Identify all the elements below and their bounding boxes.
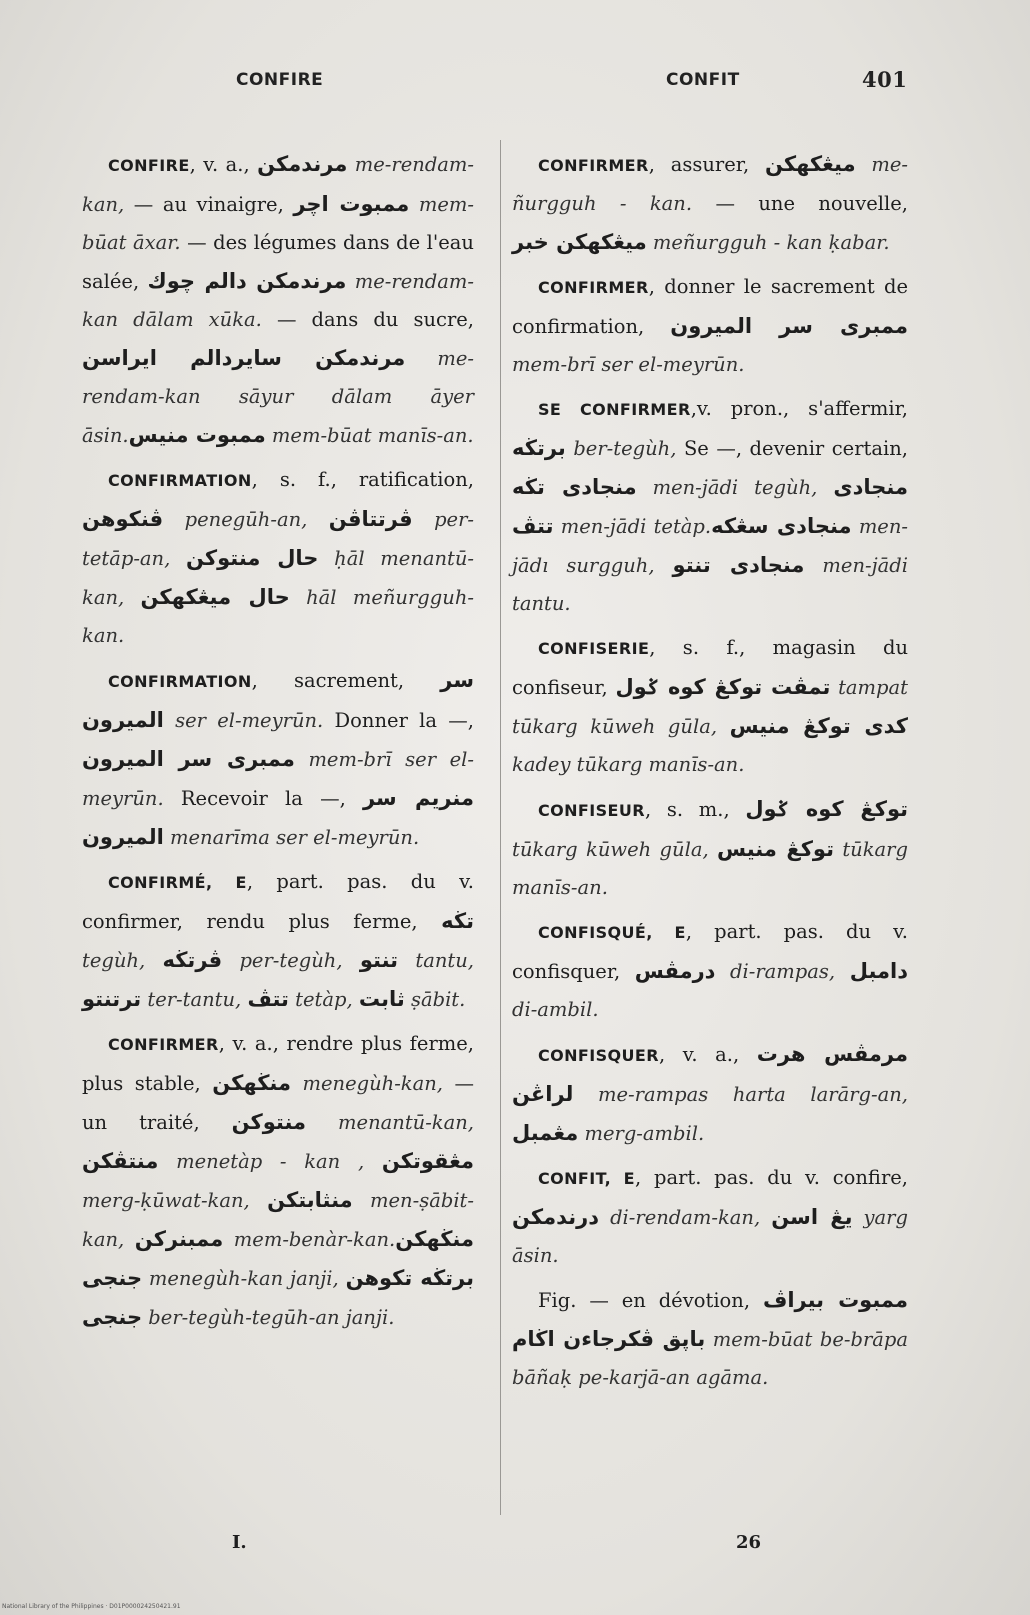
transliteration: tūkarg kūweh gūla, <box>512 838 718 861</box>
jawi-text: ممبوت بيراڤ باڽق ڤكرجاءن اڬام <box>512 1288 908 1351</box>
dictionary-entry <box>82 461 474 655</box>
jawi-text: مرندمكن دالم چوك <box>147 269 347 293</box>
jawi-text: تمڤت توكڠ كوه ݢول <box>615 675 831 699</box>
jawi-text: ميڠكهكن <box>764 152 856 176</box>
dictionary-entry <box>82 661 474 857</box>
transliteration: tegùh, <box>82 949 163 972</box>
definition-text: — des légumes dans de l'eau salée, <box>82 231 474 293</box>
transliteration: mem-būat manīs-an. <box>271 424 474 447</box>
transliteration: me-rampas harta larārg-an, <box>598 1083 909 1106</box>
running-head-left: CONFIRE <box>236 70 324 90</box>
jawi-text: توكڠ منيس <box>717 837 834 861</box>
dictionary-entry <box>512 1159 908 1275</box>
transliteration: menegùh-kan janji, <box>148 1267 346 1290</box>
transliteration: ter-tantu, <box>147 988 248 1011</box>
headword: CONFIRMATION <box>108 672 252 691</box>
transliteration: men-jādı surgguh, <box>512 515 908 577</box>
jawi-text: درندمكن <box>512 1205 599 1229</box>
transliteration: men-jādi tantu. <box>512 554 908 615</box>
dictionary-entry <box>512 913 908 1029</box>
jawi-text: مرندمكن <box>257 152 348 176</box>
definition-text: , part. pas. du v. confire, <box>635 1166 908 1189</box>
transliteration: tetàp, <box>295 988 359 1011</box>
transliteration: menegùh-kan, <box>302 1072 455 1095</box>
transliteration: mem-būat be-brāpa bāñaḳ pe-karjā-an agāma. <box>512 1328 909 1389</box>
headword: CONFISERIE <box>538 639 650 658</box>
transliteration: mem-brī ser el-meyrūn. <box>82 748 474 810</box>
transliteration: tūkarg manīs-an. <box>512 838 908 899</box>
definition-text: , sacrement, <box>251 669 441 692</box>
dictionary-entry <box>82 1025 474 1337</box>
transliteration: tampat tūkarg kūweh gūla, <box>512 676 908 738</box>
transliteration: menarīma ser el-meyrūn. <box>169 826 420 849</box>
jawi-text: حال ميڠكهكن <box>140 585 290 609</box>
definition-text: Donner la —, <box>323 709 475 732</box>
column-divider <box>500 140 501 1515</box>
jawi-text: منڬهكن جنجى <box>82 1227 474 1290</box>
jawi-text: مرندمكن سايردالم ايراسن <box>82 346 406 370</box>
transliteration: di-rendam-kan, <box>610 1206 772 1229</box>
jawi-text: ڤنكوهن <box>82 507 164 531</box>
transliteration: me-rendam-kan dālam xūka. <box>82 270 474 331</box>
right-column <box>512 145 908 1403</box>
jawi-text: سر الميرون <box>82 668 474 732</box>
jawi-text: ممبوت اچر <box>293 192 410 216</box>
dictionary-entry <box>82 145 474 455</box>
jawi-text: ڤرتڬه <box>162 948 223 972</box>
transliteration: menantū-kan, <box>338 1111 475 1134</box>
jawi-text: منتڤكن <box>82 1149 159 1173</box>
transliteration: meñurgguh - kan ḳabar. <box>652 231 890 254</box>
headword: SE CONFIRMER <box>538 400 691 419</box>
gathering-number: 26 <box>736 1532 762 1553</box>
running-head-right: CONFIT <box>666 70 740 90</box>
jawi-text: ثابت <box>358 987 405 1011</box>
jawi-text: منجادى سڠكه <box>711 514 852 538</box>
jawi-text: منجادى تتڤ <box>512 475 908 538</box>
jawi-text: ممبرى سر الميرون <box>82 747 295 771</box>
definition-text: , part. pas. du v. confirmer, rendu plus ferme, <box>82 870 474 933</box>
jawi-text: ميڠكهكن خبر <box>512 230 647 254</box>
transliteration: per-tetāp-an, <box>82 508 475 570</box>
jawi-text: منجادى تنتو <box>672 553 805 577</box>
jawi-text: حال منتوكن <box>185 546 319 570</box>
transliteration: me-ñurgguh - kan. <box>512 153 908 215</box>
transliteration: men-jādi tegùh, <box>652 476 834 499</box>
definition-text: Se —, devenir certain, <box>683 437 908 460</box>
transliteration: kadey tūkarg manīs-an. <box>512 753 745 776</box>
jawi-text: منجادى تڬه <box>512 475 637 499</box>
library-stamp: National Library of the Philippines · D01P000024250421.91 <box>2 1603 181 1610</box>
dictionary-entry <box>82 863 474 1019</box>
transliteration: di-rampas, <box>730 960 850 983</box>
transliteration: mem-benàr-kan. <box>233 1228 396 1251</box>
transliteration: tantu, <box>415 949 475 972</box>
transliteration: menetàp - kan , <box>176 1150 382 1173</box>
jawi-text: ممبرى سر الميرون <box>670 314 908 338</box>
definition-text: , v. a., <box>658 1043 757 1066</box>
definition-text: — dans du sucre, <box>261 308 474 331</box>
jawi-text: منثابتكن <box>267 1188 353 1212</box>
headword: CONFIRMÉ, E <box>108 873 247 892</box>
transliteration: yarg āsin. <box>512 1206 908 1267</box>
transliteration: men-ṣābit-kan, <box>82 1189 474 1251</box>
definition-text: , s. f., ratification, <box>251 468 474 491</box>
signature-mark: I. <box>232 1532 247 1553</box>
dictionary-entry <box>512 390 908 623</box>
dictionary-entry <box>512 629 908 784</box>
headword: CONFISEUR <box>538 801 645 820</box>
transliteration: ṣābit. <box>410 988 466 1011</box>
definition-text: , v. a., <box>189 153 258 176</box>
definition-text: — un traité, <box>82 1072 475 1134</box>
transliteration: men-jādi tetàp. <box>560 515 712 538</box>
jawi-text: ممبوت منيس <box>128 423 266 447</box>
headword: CONFIRMER <box>538 156 649 175</box>
dictionary-entry <box>512 145 908 262</box>
dictionary-entry <box>512 1281 908 1397</box>
jawi-text: منتوكن <box>231 1110 307 1134</box>
jawi-text: يڠ اسن <box>771 1205 853 1229</box>
definition-text: — une nouvelle, <box>692 192 908 215</box>
jawi-text: ممبنركن <box>134 1227 224 1251</box>
definition-text: ,v. pron., s'affermir, <box>690 397 908 420</box>
jawi-text: مڠمبل <box>512 1121 579 1145</box>
transliteration: di-ambil. <box>512 998 599 1021</box>
transliteration: mem-brī ser el-meyrūn. <box>512 353 745 376</box>
definition-text: , s. m., <box>644 798 746 821</box>
jawi-text: منريم سر الميرون <box>82 786 474 849</box>
transliteration: ḥāl menantū-kan, <box>82 547 474 609</box>
transliteration: hāl meñurgguh-kan. <box>82 586 474 647</box>
page-number: 401 <box>862 67 908 92</box>
definition-text: Recevoir la —, <box>163 787 363 810</box>
definition-text: , v. a., rendre plus ferme, plus stable, <box>82 1032 474 1095</box>
jawi-text: ڤرتتاڤن <box>328 507 413 531</box>
jawi-text: ترتنتو <box>82 987 142 1011</box>
dictionary-entry <box>512 790 908 907</box>
headword: CONFISQUÉ, E <box>538 923 686 942</box>
definition-text: Fig. — en dévotion, <box>538 1289 763 1312</box>
headword: CONFIT, E <box>538 1169 635 1188</box>
jawi-text: دامبل <box>849 959 908 983</box>
dictionary-entry <box>512 1035 908 1153</box>
transliteration: ser el-meyrūn. <box>175 709 324 732</box>
transliteration: penegūh-an, <box>184 508 329 531</box>
headword: CONFIRMER <box>108 1035 219 1054</box>
jawi-text: تتڤ <box>247 987 289 1011</box>
headword: CONFIRMATION <box>108 471 252 490</box>
jawi-text: تڬه <box>441 909 474 933</box>
jawi-text: درمڤس <box>634 959 716 983</box>
transliteration: per-tegùh, <box>239 949 360 972</box>
headword: CONFIRE <box>108 156 190 175</box>
dictionary-entry <box>512 268 908 384</box>
jawi-text: مرمڤس هرت لراڠن <box>512 1042 909 1106</box>
jawi-text: تنتو <box>359 948 399 972</box>
jawi-text: برتڬه <box>512 436 566 460</box>
jawi-text: برتڬه تكوهن جنجى <box>82 1266 474 1329</box>
definition-text: — au vinaigre, <box>133 193 294 216</box>
definition-text: , s. f., magasin du confiseur, <box>512 636 908 699</box>
transliteration: ber-tegùh, <box>573 437 684 460</box>
transliteration: merg-ḳūwat-kan, <box>82 1189 268 1212</box>
transliteration: me-rendam-kan sāyur dālam āyer āsin. <box>82 347 475 447</box>
jawi-text: كدى توكڠ منيس <box>729 714 908 738</box>
jawi-text: مڠقوتكن <box>381 1149 475 1173</box>
headword: CONFISQUER <box>538 1046 659 1065</box>
left-column <box>82 145 474 1343</box>
definition-text: , assurer, <box>648 153 765 176</box>
transliteration: mem-būat āxar. <box>82 193 474 254</box>
headword: CONFIRMER <box>538 278 649 297</box>
jawi-text: منڬهكن <box>212 1071 291 1095</box>
definition-text: , donner le sacrement de confirmation, <box>512 275 908 338</box>
transliteration: merg-ambil. <box>584 1122 705 1145</box>
jawi-text: توكڠ كوه ݢول <box>745 797 908 821</box>
definition-text: , part. pas. du v. confisquer, <box>512 920 908 983</box>
transliteration: me-rendam-kan, <box>82 153 475 216</box>
transliteration: ber-tegùh-tegūh-an janji. <box>148 1306 395 1329</box>
